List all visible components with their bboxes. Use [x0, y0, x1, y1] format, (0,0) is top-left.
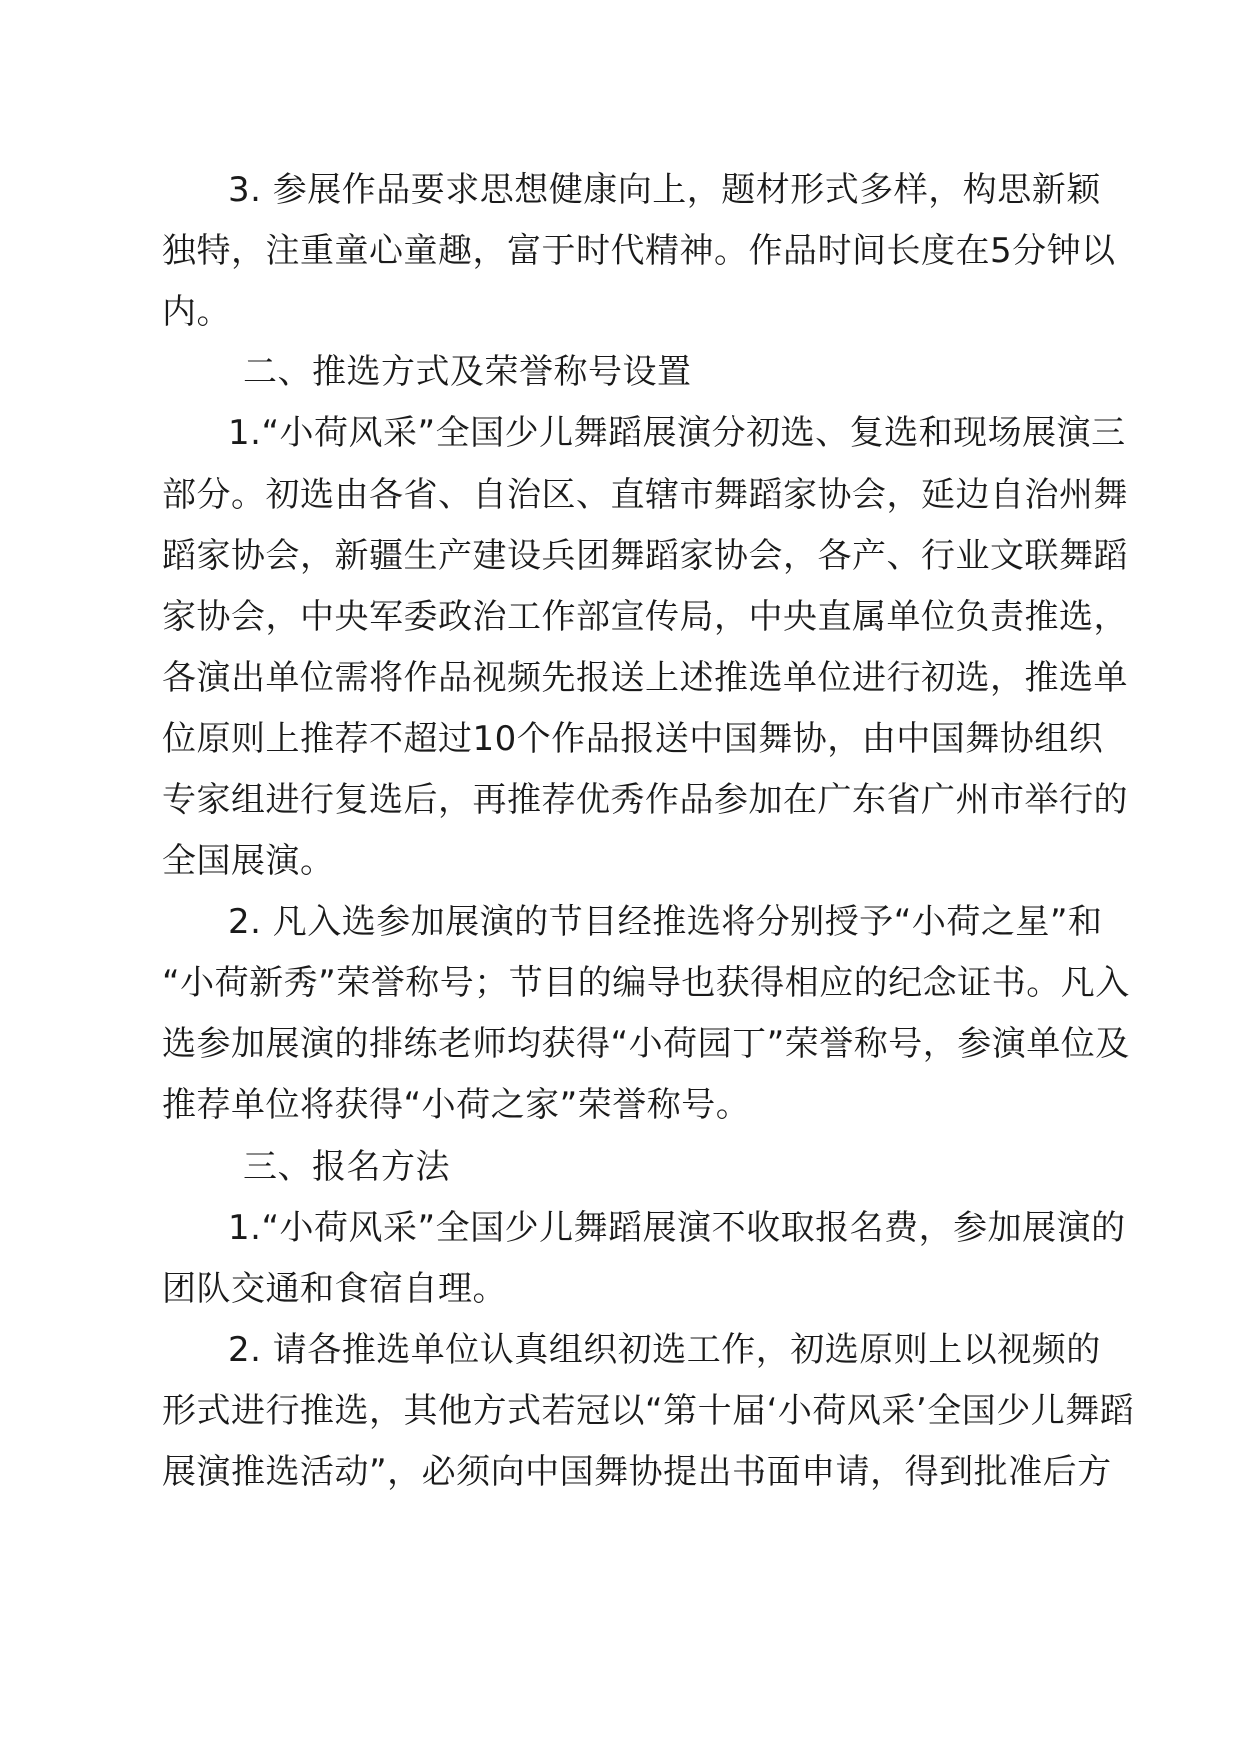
paragraph-line: 蹈家协会，新疆生产建设兵团舞蹈家协会，各产、行业文联舞蹈	[162, 536, 1128, 576]
paragraph-line: 各演出单位需将作品视频先报送上述推选单位进行初选，推选单	[162, 658, 1128, 698]
paragraph-line: 形式进行推选，其他方式若冠以“第十届‘小荷风采’全国少儿舞蹈	[162, 1391, 1135, 1431]
paragraph-line: 内。	[162, 292, 231, 332]
paragraph-line: 全国展演。	[162, 841, 335, 881]
paragraph-line: 位原则上推荐不超过10个作品报送中国舞协，由中国舞协组织	[162, 719, 1104, 759]
paragraph-line: 团队交通和食宿自理。	[162, 1269, 507, 1309]
paragraph-line: 2. 请各推选单位认真组织初选工作，初选原则上以视频的	[228, 1330, 1101, 1370]
paragraph-line: 1.“小荷风采”全国少儿舞蹈展演不收取报名费，参加展演的	[228, 1208, 1126, 1248]
paragraph-line: 专家组进行复选后，再推荐优秀作品参加在广东省广州市举行的	[162, 780, 1128, 820]
section-heading: 三、报名方法	[243, 1147, 450, 1187]
paragraph-line: 展演推选活动”，必须向中国舞协提出书面申请，得到批准后方	[162, 1452, 1112, 1492]
paragraph-line: 家协会，中央军委政治工作部宣传局，中央直属单位负责推选，	[162, 597, 1128, 637]
paragraph-line: “小荷新秀”荣誉称号；节目的编导也获得相应的纪念证书。凡入	[162, 963, 1130, 1003]
paragraph-line: 选参加展演的排练老师均获得“小荷园丁”荣誉称号，参演单位及	[162, 1024, 1130, 1064]
section-heading: 二、推选方式及荣誉称号设置	[243, 352, 692, 392]
paragraph-line: 3. 参展作品要求思想健康向上，题材形式多样，构思新颖	[228, 170, 1101, 210]
paragraph-line: 部分。初选由各省、自治区、直辖市舞蹈家协会，延边自治州舞	[162, 475, 1128, 515]
paragraph-line: 1.“小荷风采”全国少儿舞蹈展演分初选、复选和现场展演三	[228, 413, 1126, 453]
paragraph-line: 2. 凡入选参加展演的节目经推选将分别授予“小荷之星”和	[228, 902, 1103, 942]
paragraph-line: 推荐单位将获得“小荷之家”荣誉称号。	[162, 1085, 751, 1125]
paragraph-line: 独特，注重童心童趣，富于时代精神。作品时间长度在5分钟以	[162, 231, 1116, 271]
